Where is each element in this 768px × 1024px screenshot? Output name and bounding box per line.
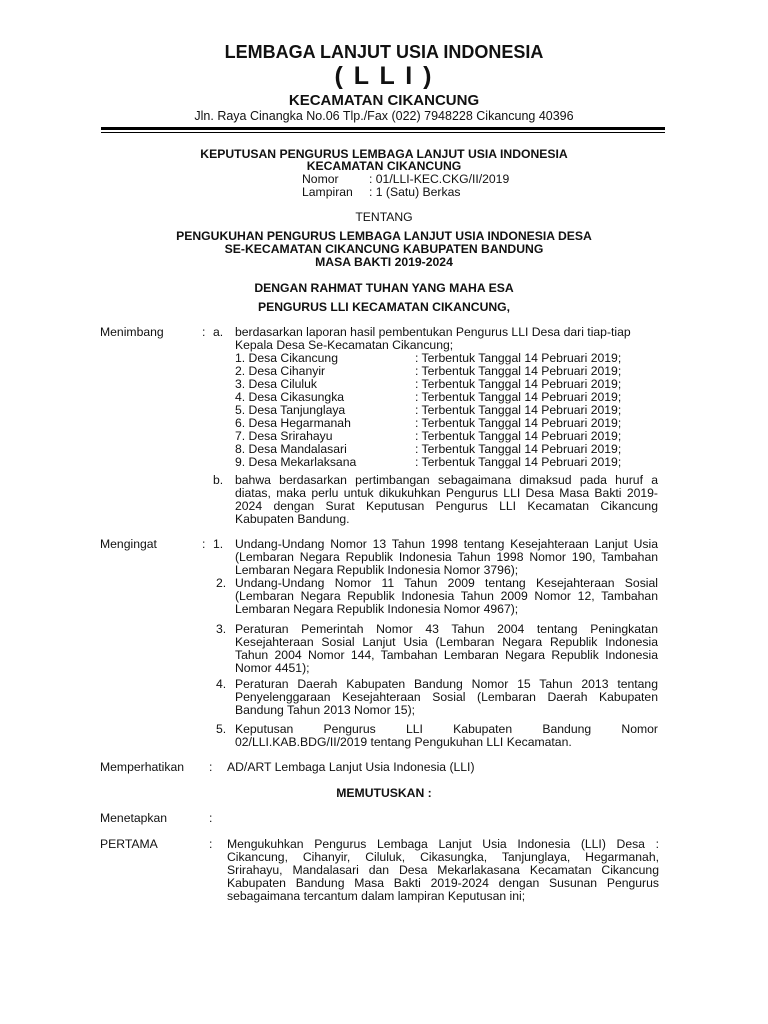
subject-line-2: SE-KECAMATAN CIKANCUNG KABUPATEN BANDUNG: [224, 242, 544, 256]
village-status: : Terbentuk Tanggal 14 Pebruari 2019;: [415, 416, 622, 430]
village-name: 1. Desa Cikancung: [235, 351, 338, 365]
mengingat-item-text-cont: 02/LLI.KAB.BDG/II/2019 tentang Pengukuhan LLI Kecamatan.: [235, 735, 572, 749]
memperhatikan-label: Memperhatikan: [100, 760, 184, 774]
district-name: KECAMATAN CIKANCUNG: [288, 92, 480, 109]
village-name: 9. Desa Mekarlaksana: [235, 455, 357, 469]
village-name: 2. Desa Cihanyir: [235, 364, 326, 378]
mengingat-item-number: 5.: [216, 722, 227, 736]
mengingat-item-number: 2.: [216, 576, 227, 590]
village-status: : Terbentuk Tanggal 14 Pebruari 2019;: [415, 403, 622, 417]
menimbang-label: Menimbang: [100, 325, 164, 339]
village-status: : Terbentuk Tanggal 14 Pebruari 2019;: [415, 351, 622, 365]
village-status: : Terbentuk Tanggal 14 Pebruari 2019;: [415, 429, 622, 443]
menimbang-b-text: bahwa berdasarkan pertimbangan sebagaimana dimaksud pada huruf a diatas, maka perlu untuk dikukuhkan Pengurus LLI Desa Masa Bakti 2019-2024 dengan Surat Keputusan Pengurus LLI Kecamatan Cikancung Kabupaten Bandung.: [235, 473, 658, 526]
letterhead-rule-thick: [101, 127, 665, 130]
decree-title-district: KECAMATAN CIKANCUNG: [306, 159, 462, 173]
decree-title: KEPUTUSAN PENGURUS LEMBAGA LANJUT USIA INDONESIA: [200, 147, 568, 161]
village-name: 7. Desa Srirahayu: [235, 429, 333, 443]
memperhatikan-colon: :: [209, 760, 213, 774]
org-name: LEMBAGA LANJUT USIA INDONESIA: [224, 42, 544, 62]
menimbang-colon: :: [202, 325, 206, 339]
village-status: : Terbentuk Tanggal 14 Pebruari 2019;: [415, 442, 622, 456]
village-name: 6. Desa Hegarmanah: [235, 416, 351, 430]
village-status: : Terbentuk Tanggal 14 Pebruari 2019;: [415, 390, 622, 404]
subject-line-1: PENGUKUHAN PENGURUS LEMBAGA LANJUT USIA INDONESIA DESA: [176, 229, 592, 243]
menimbang-a-line2: Kepala Desa Se-Kecamatan Cikancung;: [235, 338, 454, 352]
org-abbreviation: ( L L I ): [334, 62, 434, 90]
mengingat-item-text: Undang-Undang Nomor 13 Tahun 1998 tentang Kesejahteraan Lanjut Usia (Lembaran Negara Republik Indonesia Tahun 1998 Nomor 190, Tambahan Lembaran Negara Republik Indonesia Nomor 3796);: [235, 537, 658, 577]
mengingat-item-text: Peraturan Daerah Kabupaten Bandung Nomor 15 Tahun 2013 tentang Penyelenggaraan Kesejahteraan Sosial (Lembaran Daerah Kabupaten Bandung Tahun 2013 Nomor 15);: [235, 677, 658, 717]
pertama-colon: :: [209, 837, 213, 851]
mengingat-label: Mengingat: [100, 537, 157, 551]
village-name: 4. Desa Cikasungka: [235, 390, 345, 404]
subject-line-3: MASA BAKTI 2019-2024: [315, 255, 453, 269]
mengingat-item-text: Peraturan Pemerintah Nomor 43 Tahun 2004 tentang Peningkatan Kesejahteraan Sosial Lanjut Usia (Lembaran Negara Republik Indonesia Tahun 2004 Nomor 144, Tambahan Lembaran Negara Republik Indonesia Nomor 4451);: [235, 622, 658, 675]
address-line: Jln. Raya Cinangka No.06 Tlp./Fax (022) 7948228 Cikancung 40396: [194, 109, 574, 123]
village-name: 8. Desa Mandalasari: [235, 442, 347, 456]
village-status: : Terbentuk Tanggal 14 Pebruari 2019;: [415, 364, 622, 378]
village-name: 5. Desa Tanjunglaya: [235, 403, 346, 417]
mengingat-item-text: Keputusan Pengurus LLI Kabupaten Bandung Nomor: [235, 722, 658, 736]
mengingat-item-text: Undang-Undang Nomor 11 Tahun 2009 tentang Kesejahteraan Sosial (Lembaran Negara Republik Indonesia Tahun 2009 Nomor 12, Tambahan Lembaran Negara Republik Indonesia Nomor 4967);: [235, 576, 658, 616]
nomor-label: Nomor: [302, 172, 339, 186]
lampiran-value: : 1 (Satu) Berkas: [369, 185, 461, 199]
menimbang-b-marker: b.: [213, 473, 224, 487]
pertama-text: Mengukuhkan Pengurus Lembaga Lanjut Usia Indonesia (LLI) Desa : Cikancung, Cihanyir, Ciluluk, Cikasungka, Tanjunglaya, Hegarmanah, Srirahayu, Mandalasari dan Desa Mekarlakasana Kecamatan Cikancung Kabupaten Bandung Masa Bakti 2019-2024 dengan Susunan Pengurus sebagaimana tercantum dalam lampiran Keputusan ini;: [227, 837, 659, 903]
memutuskan-heading: MEMUTUSKAN :: [336, 786, 432, 800]
menimbang-a-line1: berdasarkan laporan hasil pembentukan Pengurus LLI Desa dari tiap-tiap: [235, 325, 631, 339]
tentang-heading: TENTANG: [355, 210, 413, 224]
memperhatikan-text: AD/ART Lembaga Lanjut Usia Indonesia (LLI): [227, 760, 475, 774]
village-status: : Terbentuk Tanggal 14 Pebruari 2019;: [415, 455, 622, 469]
rahmat-heading: DENGAN RAHMAT TUHAN YANG MAHA ESA: [254, 281, 514, 295]
village-status: : Terbentuk Tanggal 14 Pebruari 2019;: [415, 377, 622, 391]
mengingat-item-number: 4.: [216, 677, 227, 691]
menetapkan-colon: :: [209, 811, 213, 825]
mengingat-colon: :: [202, 537, 206, 551]
lampiran-label: Lampiran: [302, 185, 353, 199]
pertama-label: PERTAMA: [100, 837, 158, 851]
letterhead-rule-thin: [101, 132, 665, 133]
mengingat-item-number: 1.: [213, 537, 224, 551]
menimbang-a-marker: a.: [213, 325, 224, 339]
nomor-value: : 01/LLI-KEC.CKG/II/2019: [369, 172, 510, 186]
village-name: 3. Desa Ciluluk: [235, 377, 317, 391]
village-row: [235, 456, 655, 469]
menetapkan-label: Menetapkan: [100, 811, 168, 825]
pengurus-heading: PENGURUS LLI KECAMATAN CIKANCUNG,: [257, 300, 511, 314]
mengingat-item-number: 3.: [216, 622, 227, 636]
